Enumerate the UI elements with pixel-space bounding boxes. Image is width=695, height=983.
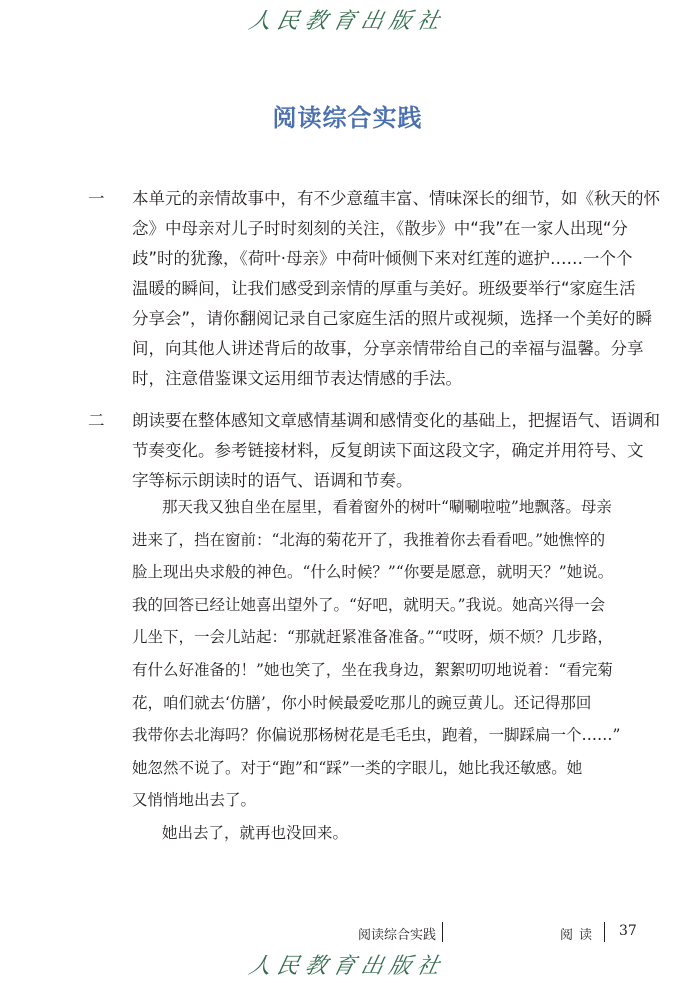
exercise-section-2 xyxy=(88,406,660,496)
section-body xyxy=(132,406,660,496)
excerpt-line: 儿坐下，一会儿站起：“那就赶紧准备准备。”“哎呀，烦不烦？几步路， xyxy=(132,628,614,647)
text-line: 节奏变化。参考链接材料，反复朗读下面这段文字，确定并用符号、文 xyxy=(132,441,644,460)
text-line: 念》中母亲对儿子时时刻刻的关注，《散步》中“我”在一家人出现“分 xyxy=(132,219,628,238)
section-number: 二 xyxy=(88,411,105,430)
text-line: 分享会”，请你翻阅记录自己家庭生活的照片或视频，选择一个美好的瞬 xyxy=(132,309,653,328)
text-line: 温暖的瞬间，让我们感受到亲情的厚重与美好。班级要举行“家庭生活 xyxy=(132,279,636,298)
footer-section-name: 阅读综合实践 xyxy=(358,928,437,943)
reading-excerpt xyxy=(132,491,660,850)
excerpt-line: 花，咱们就去‘仿膳’，你小时候最爱吃那儿的豌豆黄儿。还记得那回 xyxy=(132,693,592,712)
excerpt-line: 那天我又独自坐在屋里，看着窗外的树叶“唰唰啦啦”地飘落。母亲 xyxy=(162,498,612,516)
excerpt-line: 她忽然不说了。对于“跑”和“踩”一类的字眼儿，她比我还敏感。她 xyxy=(132,758,583,777)
excerpt-line: 进来了，挡在窗前：“北海的菊花开了，我推着你去看看吧。”她憔悴的 xyxy=(132,530,606,549)
text-line: 间，向其他人讲述背后的故事，分享亲情带给自己的幸福与温馨。分享 xyxy=(132,339,644,358)
footer-divider xyxy=(604,922,605,942)
section-number: 一 xyxy=(88,189,105,208)
footer-part-name: 阅读 xyxy=(560,928,599,943)
footer-divider xyxy=(442,922,443,942)
publisher-logo-header: 人民教育出版社 xyxy=(246,9,448,34)
excerpt-line: 我的回答已经让她喜出望外了。“好吧，就明天。”我说。她高兴得一会 xyxy=(132,595,606,614)
excerpt-line: 我带你去北海吗？你偏说那杨树花是毛毛虫，跑着，一脚踩扁一个……” xyxy=(132,726,621,745)
excerpt-line: 有什么好准备的！”她也笑了，坐在我身边，絮絮叨叨地说着：“看完菊 xyxy=(132,660,613,679)
text-line: 字等标示朗读时的语气、语调和节奏。 xyxy=(132,471,413,490)
text-line: 时，注意借鉴课文运用细节表达情感的手法。 xyxy=(132,369,462,388)
text-line: 本单元的亲情故事中，有不少意蕴丰富、情味深长的细节，如《秋天的怀 xyxy=(132,189,660,208)
excerpt-line: 脸上现出央求般的神色。“什么时候？”“你要是愿意，就明天？”她说。 xyxy=(132,563,614,582)
text-line: 歧”时的犹豫，《荷叶·母亲》中荷叶倾侧下来对红莲的遮护……一个个 xyxy=(132,249,633,268)
excerpt-line: 又悄悄地出去了。 xyxy=(132,791,257,810)
page-number: 37 xyxy=(619,923,637,939)
publisher-logo-footer: 人民教育出版社 xyxy=(246,954,448,979)
text-line: 朗读要在整体感知文章感情基调和感情变化的基础上，把握语气、语调和 xyxy=(132,411,660,430)
exercise-section-1 xyxy=(88,184,660,394)
excerpt-line: 她出去了，就再也没回来。 xyxy=(162,823,349,842)
page-title: 阅读综合实践 xyxy=(272,104,423,132)
section-body xyxy=(132,184,660,394)
page-footer xyxy=(0,922,695,946)
